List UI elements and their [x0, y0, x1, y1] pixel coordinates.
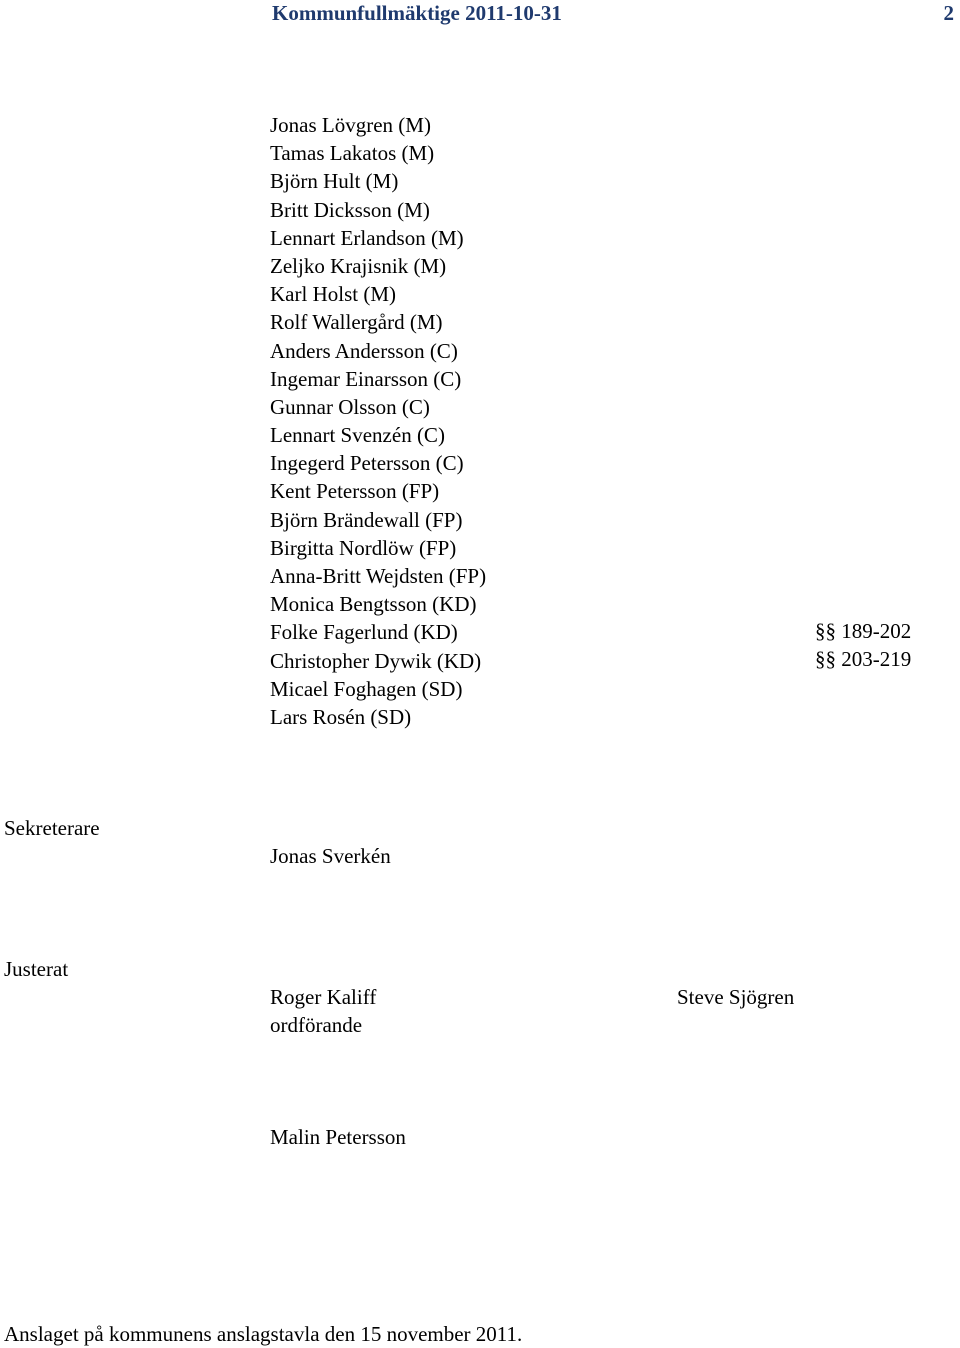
attendee-item: Lennart Erlandson (M) — [270, 225, 464, 250]
attendee-item: Kent Petersson (FP) — [270, 479, 440, 504]
attendee-item: Lennart Svenzén (C) — [270, 423, 445, 448]
adjuster-name: Steve Sjögren — [677, 985, 795, 1009]
attendee-item: Rolf Wallergård (M) — [270, 310, 443, 335]
attendee-item: Zeljko Krajisnik (M) — [270, 253, 447, 278]
attendee-item: Jonas Lövgren (M) — [270, 113, 431, 137]
chair-name: Roger Kaliff — [270, 985, 377, 1009]
attendee-item: Birgitta Nordlöw (FP) — [270, 535, 457, 560]
page-number: 2 — [943, 1, 954, 25]
paragraph-reference-list — [815, 617, 911, 673]
paragraph-reference: §§ 203-219 — [815, 647, 912, 672]
attendee-item: Gunnar Olsson (C) — [270, 394, 430, 419]
attendee-item: Karl Holst (M) — [270, 282, 396, 307]
attendee-item: Ingemar Einarsson (C) — [270, 366, 462, 391]
secretary-name: Jonas Sverkén — [270, 844, 391, 868]
extra-signature-name: Malin Petersson — [270, 1125, 406, 1149]
attendee-item: Anders Andersson (C) — [270, 338, 458, 363]
attendee-item: Lars Rosén (SD) — [270, 704, 412, 729]
paragraph-reference: §§ 189-202 — [815, 619, 912, 643]
attendee-item: Folke Fagerlund (KD) — [270, 620, 458, 645]
posting-notice: Anslaget på kommunens anslagstavla den 15 november 2011. — [4, 1322, 523, 1346]
attendee-item: Micael Foghagen (SD) — [270, 676, 463, 701]
document-header-title: Kommunfullmäktige 2011-10-31 — [272, 1, 562, 25]
attendee-item: Ingegerd Petersson (C) — [270, 451, 464, 476]
attendee-item: Björn Hult (M) — [270, 169, 399, 194]
chair-role: ordförande — [270, 1013, 363, 1037]
attendee-item: Christopher Dywik (KD) — [270, 648, 482, 673]
secretary-label: Sekreterare — [4, 816, 100, 840]
attendee-item: Britt Dicksson (M) — [270, 197, 430, 222]
attendee-list — [270, 111, 486, 731]
verified-label: Justerat — [4, 957, 69, 981]
attendee-item: Björn Brändewall (FP) — [270, 507, 463, 532]
attendee-item: Anna-Britt Wejdsten (FP) — [270, 564, 487, 588]
attendee-item: Tamas Lakatos (M) — [270, 141, 435, 166]
attendee-item: Monica Bengtsson (KD) — [270, 592, 477, 617]
